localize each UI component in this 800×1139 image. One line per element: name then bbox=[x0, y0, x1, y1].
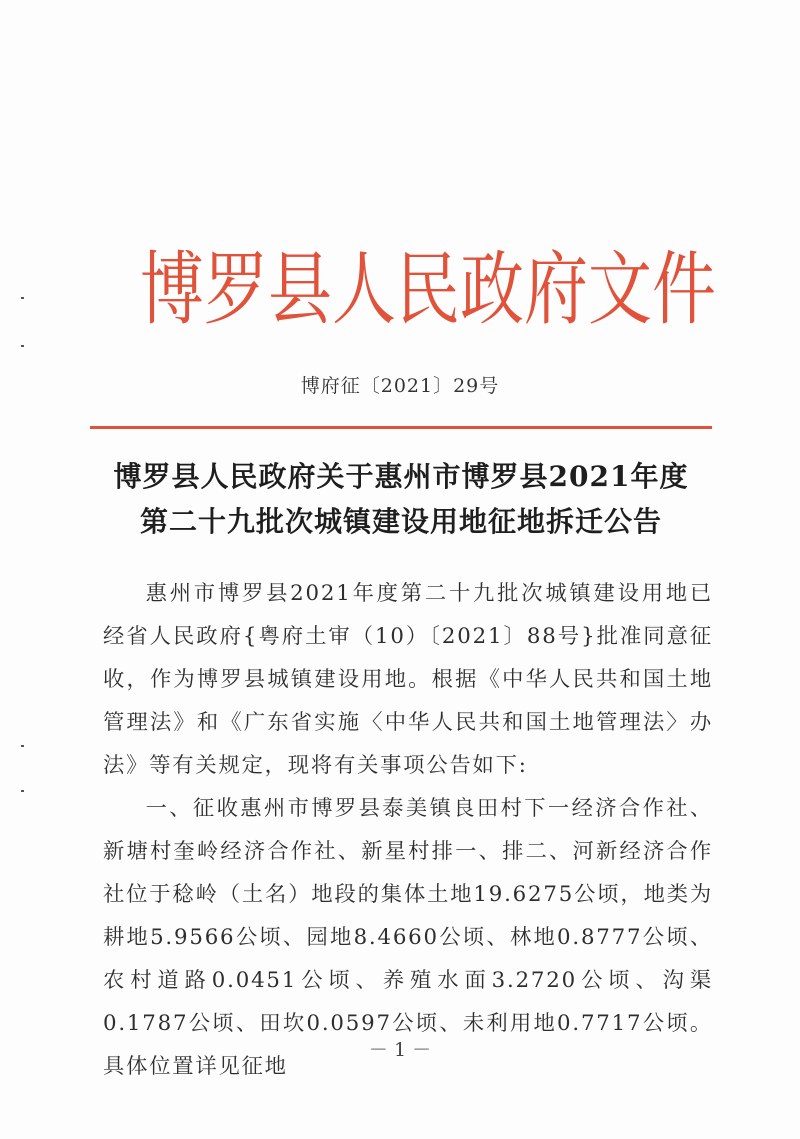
header-char: 政 bbox=[460, 244, 524, 337]
header-char: 县 bbox=[268, 244, 332, 337]
scan-speck bbox=[21, 297, 24, 299]
header-char: 罗 bbox=[204, 244, 268, 337]
header-char: 文 bbox=[588, 244, 652, 337]
notice-title-line-1: 博罗县人民政府关于惠州市博罗县2021年度 bbox=[113, 460, 689, 493]
header-char: 博 bbox=[140, 244, 204, 337]
header-char: 民 bbox=[396, 244, 460, 337]
page-number: － 1 － bbox=[368, 1039, 432, 1061]
document-number: 博府征〔2021〕29号 bbox=[300, 375, 500, 397]
header-char: 府 bbox=[524, 244, 588, 337]
scan-speck bbox=[21, 345, 24, 347]
paragraph-intro: 惠州市博罗县2021年度第二十九批次城镇建设用地已经省人民政府{粤府土审（10）〔2021〕88号}批准同意征收，作为博罗县城镇建设用地。根据《中华人民共和国土地管理法》和《广东省实施〈中华人民共和国土地管理法〉办法》等有关规定，现将有关事项公告如下: bbox=[103, 581, 713, 778]
scan-speck bbox=[21, 745, 24, 747]
scan-speck bbox=[21, 790, 24, 792]
header-char: 件 bbox=[652, 244, 716, 337]
notice-title-line-2: 第二十九批次城镇建设用地征地拆迁公告 bbox=[139, 505, 662, 538]
header-char: 人 bbox=[332, 244, 396, 337]
paragraph-item-1: 一、征收惠州市博罗县泰美镇良田村下一经济合作社、新塘村奎岭经济合作社、新星村排一、排二、河新经济合作社位于稔岭（土名）地段的集体土地19.6275公顷，地类为耕地5.9566公顷、园地8.4660公顷、林地0.8777公顷、农村道路0.0451公顷、养殖水面3.2720公顷、沟渠0.1787公顷、田坎0.0597公顷、未利用地0.7717公顷。具体位置详见征地 bbox=[103, 796, 713, 1079]
red-divider bbox=[90, 426, 712, 429]
notice-body bbox=[103, 572, 713, 1088]
issuer-header bbox=[140, 238, 716, 337]
